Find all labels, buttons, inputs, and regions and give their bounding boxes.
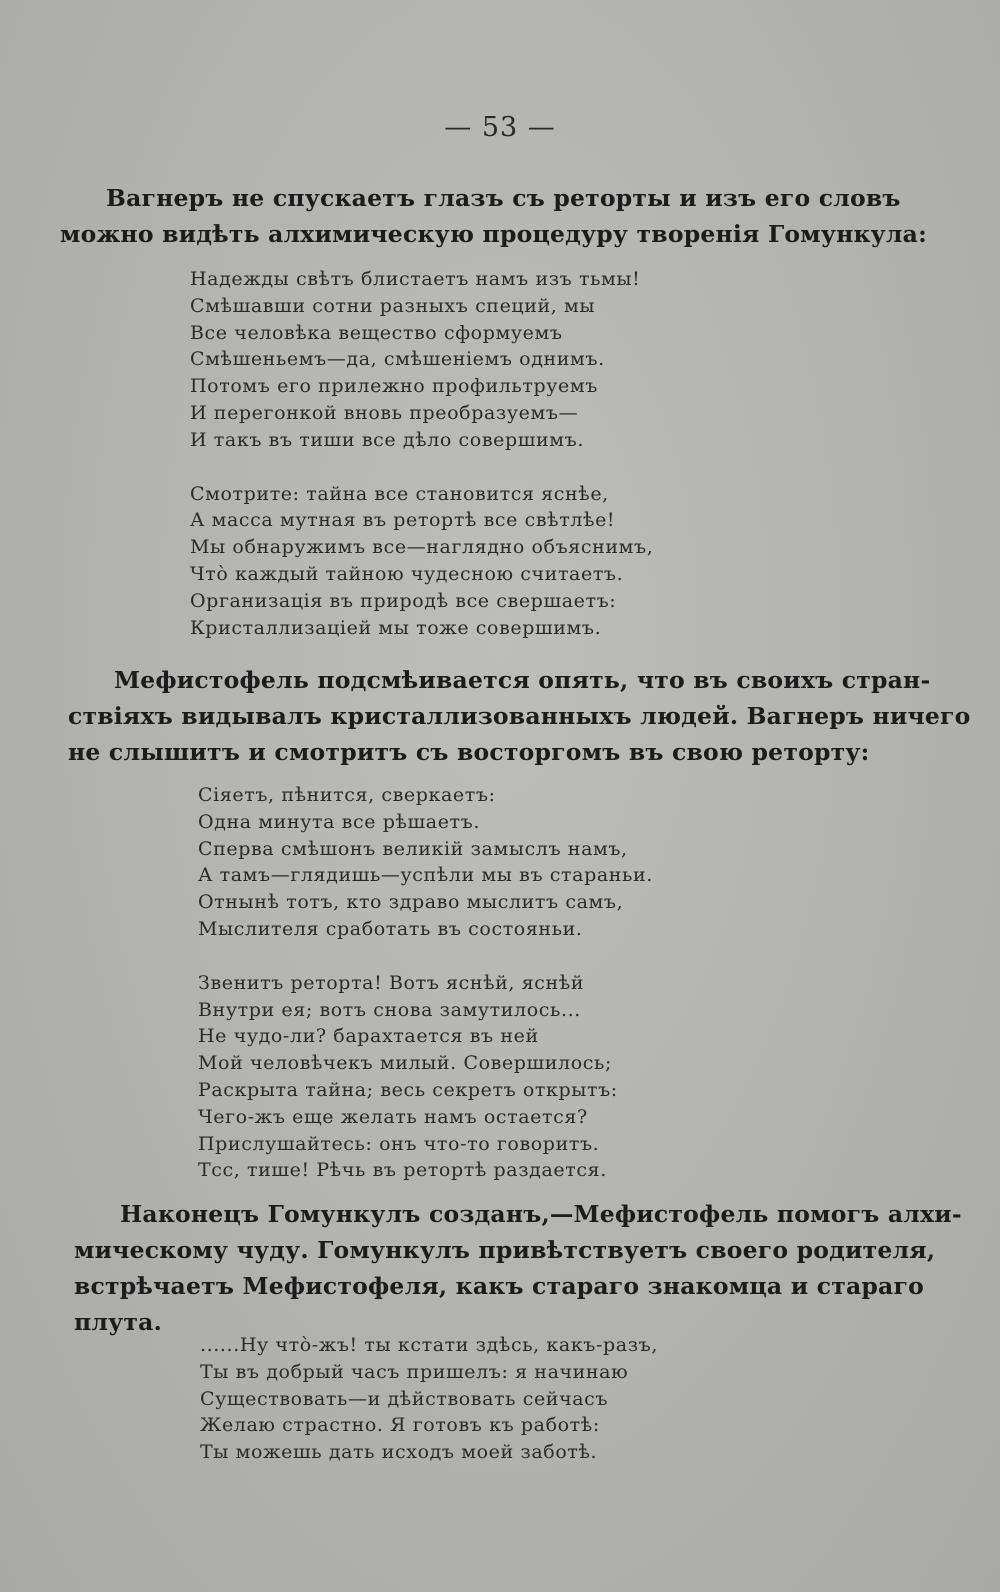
prose-line: можно видѣть алхимическую процедуру творенія Гомункула: bbox=[60, 220, 927, 248]
stanza bbox=[190, 266, 653, 454]
verse-line: Смѣшеньемъ—да, смѣшеніемъ однимъ. bbox=[190, 348, 605, 371]
verse-line: И такъ въ тиши все дѣло совершимъ. bbox=[190, 428, 584, 451]
verse-line: Желаю страстно. Я готовъ къ работѣ: bbox=[200, 1414, 600, 1437]
verse-line: Не чудо-ли? барахтается въ ней bbox=[198, 1025, 539, 1048]
prose-line: мическому чуду. Гомункулъ привѣтствуетъ своего родителя, bbox=[74, 1236, 936, 1264]
verse-line: Прислушайтесь: онъ что-то говоритъ. bbox=[198, 1132, 600, 1155]
verse-block-wagner-procedure bbox=[190, 266, 653, 641]
page-number: — 53 — bbox=[444, 112, 556, 143]
prose-line: Мефистофель подсмѣивается опять, что въ своихъ стран- bbox=[114, 666, 931, 694]
prose-line: Наконецъ Гомункулъ созданъ,—Мефистофель помогъ алхи- bbox=[120, 1200, 962, 1228]
verse-line: ......Ну что̀-жъ! ты кстати здѣсь, какъ-разъ, bbox=[200, 1334, 658, 1356]
stanza bbox=[200, 1332, 658, 1466]
verse-line: Раскрыта тайна; весь секретъ открытъ: bbox=[198, 1078, 618, 1101]
verse-line: А масса мутная въ ретортѣ все свѣтлѣе! bbox=[190, 509, 616, 532]
verse-line: Надежды свѣтъ блистаетъ намъ изъ тьмы! bbox=[190, 268, 641, 290]
verse-line: Ты можешь дать исходъ моей заботѣ. bbox=[200, 1441, 598, 1464]
verse-block-wagner-exclaims bbox=[198, 782, 653, 1184]
verse-line: Звенитъ реторта! Вотъ яснѣй, яснѣй bbox=[198, 971, 585, 994]
verse-line: Потомъ его прилежно профильтруемъ bbox=[190, 375, 598, 398]
verse-line: Мы обнаружимъ все—наглядно объяснимъ, bbox=[190, 536, 654, 559]
verse-line: Смотрите: тайна все становится яснѣе, bbox=[190, 482, 609, 505]
verse-line: А тамъ—глядишь—успѣли мы въ стараньи. bbox=[198, 864, 653, 887]
prose-line: Вагнеръ не спускаетъ глазъ съ реторты и изъ его словъ bbox=[106, 184, 901, 212]
stanza bbox=[190, 481, 653, 642]
verse-line: Кристаллизаціей мы тоже совершимъ. bbox=[190, 616, 602, 639]
verse-line: Что̀ каждый тайною чудесною считаетъ. bbox=[190, 562, 624, 585]
verse-line: Сперва смѣшонъ великій замыслъ намъ, bbox=[198, 837, 628, 860]
paragraph-mephistopheles-mocks bbox=[68, 662, 971, 770]
verse-line: Отнынѣ тотъ, кто здраво мыслитъ самъ, bbox=[198, 891, 624, 914]
verse-line: Мой человѣчекъ милый. Совершилось; bbox=[198, 1052, 612, 1075]
verse-line: Ты въ добрый часъ пришелъ: я начинаю bbox=[200, 1360, 629, 1383]
verse-line: Все человѣка вещество сформуемъ bbox=[190, 321, 563, 344]
prose-line: ствіяхъ видывалъ кристаллизованныхъ людей. Вагнеръ ничего bbox=[68, 702, 971, 730]
verse-line: Организація въ природѣ все свершаетъ: bbox=[190, 589, 617, 612]
paragraph-wagner-retort bbox=[60, 180, 927, 252]
prose-line: встрѣчаетъ Мефистофеля, какъ стараго знакомца и стараго bbox=[74, 1272, 924, 1300]
verse-line: Сіяетъ, пѣнится, сверкаетъ: bbox=[198, 784, 496, 806]
prose-line: плута. bbox=[74, 1308, 162, 1336]
verse-line: И перегонкой вновь преобразуемъ— bbox=[190, 401, 579, 424]
stanza bbox=[198, 970, 653, 1184]
verse-line: Чего-жъ еще желать намъ остается? bbox=[198, 1105, 588, 1128]
verse-line: Одна минута все рѣшаетъ. bbox=[198, 810, 480, 833]
verse-line: Внутри ея; вотъ снова замутилось... bbox=[198, 998, 581, 1021]
verse-line: Существовать—и дѣйствовать сейчасъ bbox=[200, 1387, 609, 1410]
verse-line: Мыслителя сработать въ состояньи. bbox=[198, 917, 583, 940]
prose-line: не слышитъ и смотритъ съ восторгомъ въ свою реторту: bbox=[68, 738, 870, 766]
verse-line: Смѣшавши сотни разныхъ специй, мы bbox=[190, 294, 596, 317]
verse-block-homunculus-speaks bbox=[200, 1332, 658, 1466]
paragraph-homunculus-created bbox=[74, 1196, 962, 1340]
verse-line: Тсс, тише! Рѣчь въ ретортѣ раздается. bbox=[198, 1159, 607, 1182]
stanza bbox=[198, 782, 653, 943]
